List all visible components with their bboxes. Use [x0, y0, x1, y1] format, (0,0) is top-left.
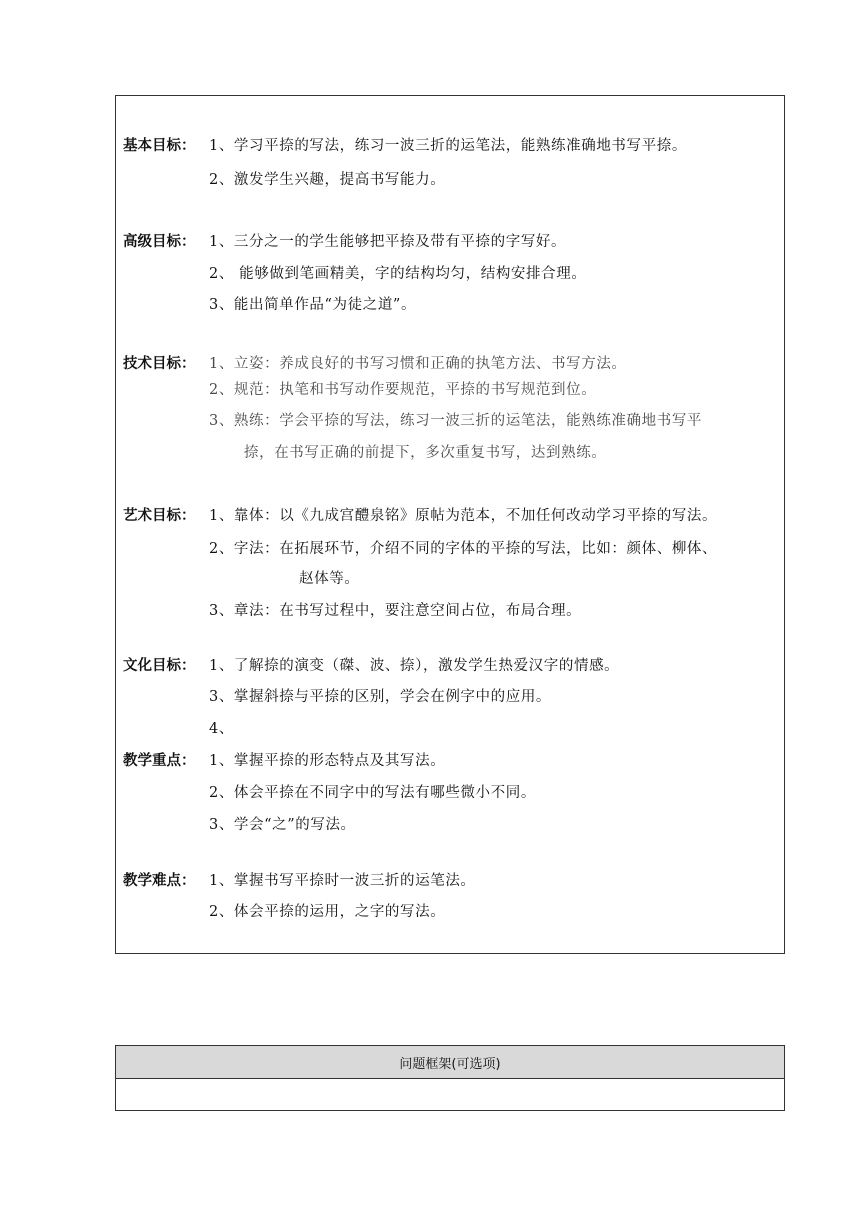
art-goal-label: 艺术目标：	[123, 508, 196, 524]
art-goal-line-1: 1、靠体：以《九成宫醴泉铭》原帖为范本，不加任何改动学习平捺的写法。	[209, 508, 718, 524]
art-goal-line-4: 3、章法：在书写过程中，要注意空间占位，布局合理。	[209, 603, 582, 619]
technique-goal-line-4: 捺，在书写正确的前提下，多次重复书写，达到熟练。	[244, 445, 607, 461]
culture-goal-line-2: 3、掌握斜捺与平捺的区别，学会在例字中的应用。	[209, 689, 552, 705]
basic-goal-line-1: 1、学习平捺的写法，练习一波三折的运笔法，能熟练准确地书写平捺。	[209, 138, 687, 154]
technique-goal-label: 技术目标：	[123, 356, 196, 372]
basic-goal-label: 基本目标：	[123, 138, 196, 154]
key-points-label: 教学重点：	[123, 753, 196, 769]
culture-goal-line-3: 4、	[209, 721, 234, 737]
technique-goal-line-1: 1、立姿：养成良好的书写习惯和正确的执笔方法、书写方法。	[209, 356, 627, 372]
advanced-goal-line-3: 3、能出简单作品“为徒之道”。	[209, 297, 417, 313]
difficult-points-label: 教学难点：	[123, 873, 196, 889]
key-points-line-2: 2、体会平捺在不同字中的写法有哪些微小不同。	[209, 785, 536, 801]
technique-goal-line-2: 2、规范：执笔和书写动作要规范，平捺的书写规范到位。	[209, 382, 597, 398]
question-frame-header: 问题框架(可选项)	[116, 1046, 784, 1079]
technique-goal-line-3: 3、熟练：学会平捺的写法，练习一波三折的运笔法，能熟练准确地书写平	[209, 413, 703, 429]
culture-goal-label: 文化目标：	[123, 658, 196, 674]
key-points-line-3: 3、学会“之”的写法。	[209, 817, 356, 833]
question-frame-body[interactable]	[116, 1079, 784, 1110]
art-goal-line-2: 2、字法：在拓展环节，介绍不同的字体的平捺的写法，比如：颜体、柳体、	[209, 541, 718, 557]
art-goal-line-3: 赵体等。	[299, 571, 360, 587]
key-points-line-1: 1、掌握平捺的形态特点及其写法。	[209, 753, 446, 769]
advanced-goal-label: 高级目标：	[123, 234, 196, 250]
difficult-points-line-1: 1、掌握书写平捺时一波三折的运笔法。	[209, 873, 476, 889]
difficult-points-line-2: 2、体会平捺的运用，之字的写法。	[209, 904, 446, 920]
question-frame-table	[115, 1045, 785, 1111]
culture-goal-line-1: 1、了解捺的演变（磔、波、捺），激发学生热爱汉字的情感。	[209, 658, 620, 674]
advanced-goal-line-1: 1、三分之一的学生能够把平捺及带有平捺的字写好。	[209, 234, 567, 250]
advanced-goal-line-2: 2、 能够做到笔画精美，字的结构均匀，结构安排合理。	[209, 266, 587, 282]
basic-goal-line-2: 2、激发学生兴趣，提高书写能力。	[209, 172, 446, 188]
